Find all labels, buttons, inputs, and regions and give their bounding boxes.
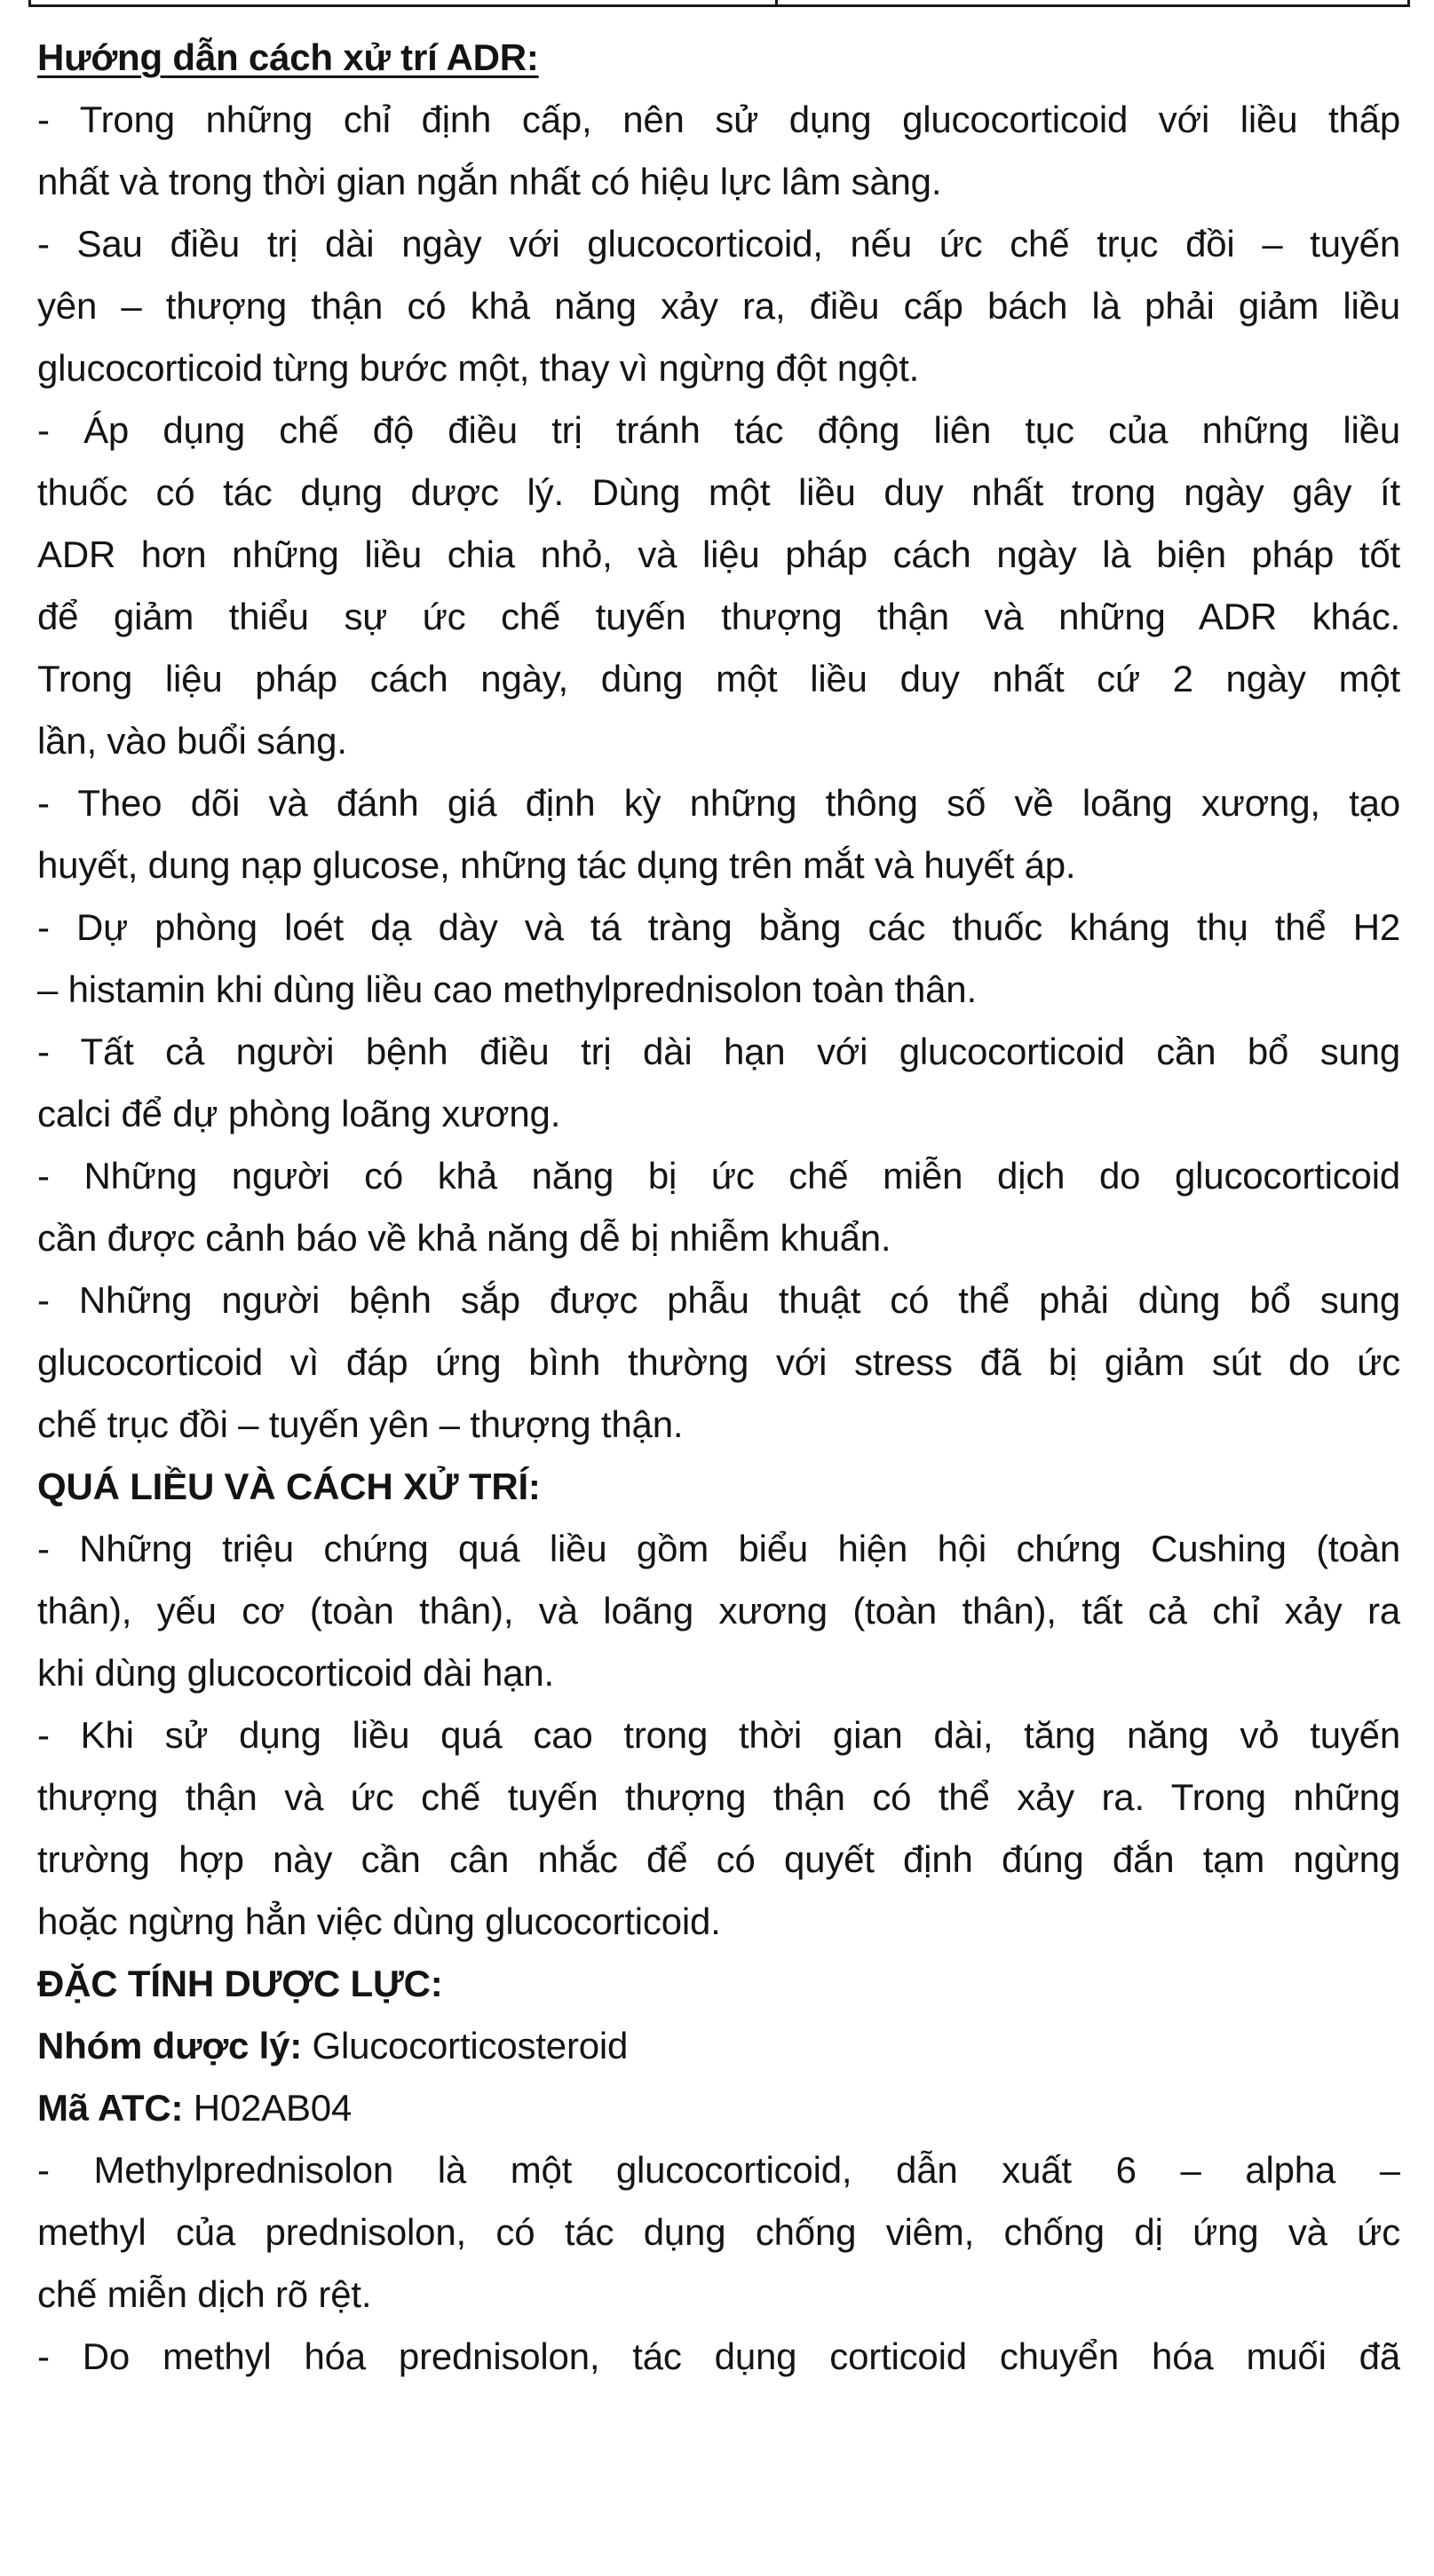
pharmacologic-group-label: Nhóm dược lý: [37,2025,303,2066]
text-line: - Áp dụng chế độ điều trị tránh tác động liên tục của những liều [37,409,1400,451]
atc-code-line [37,2077,1400,2139]
text-line: glucocorticoid vì đáp ứng bình thường với stress đã bị giảm sút do ức [37,1341,1400,1383]
text-line: - Những người có khả năng bị ức chế miễn dịch do glucocorticoid [37,1155,1400,1197]
atc-code-label: Mã ATC: [37,2087,184,2129]
text-line: huyết, dung nạp glucose, những tác dụng trên mắt và huyết áp. [37,844,1076,886]
adr-heading: Hướng dẫn cách xử trí ADR: [37,36,539,78]
text-line: lần, vào buổi sáng. [37,720,347,762]
pharmacodynamics-heading: ĐẶC TÍNH DƯỢC LỰC: [37,1963,443,2004]
text-line: - Do methyl hóa prednisolon, tác dụng corticoid chuyển hóa muối đã [37,2335,1400,2377]
text-line: chế miễn dịch rõ rệt. [37,2273,372,2315]
text-line: - Dự phòng loét dạ dày và tá tràng bằng các thuốc kháng thụ thể H2 [37,906,1400,948]
text-line: khi dùng glucocorticoid dài hạn. [37,1652,554,1694]
text-line: - Sau điều trị dài ngày với glucocorticoid, nếu ức chế trục đồi – tuyến [37,223,1400,265]
atc-code-value: H02AB04 [183,2087,353,2129]
text-line: hoặc ngừng hẳn việc dùng glucocorticoid. [37,1900,721,1942]
text-line: - Trong những chỉ định cấp, nên sử dụng glucocorticoid với liều thấp [37,99,1400,140]
pharmacologic-group-line [37,2015,1400,2077]
table-border-fragment [28,0,1410,7]
text-line: - Methylprednisolon là một glucocorticoid, dẫn xuất 6 – alpha – [37,2149,1400,2191]
text-line: methyl của prednisolon, có tác dụng chống viêm, chống dị ứng và ức [37,2211,1400,2253]
text-line: chế trục đồi – tuyến yên – thượng thận. [37,1403,684,1445]
text-line: - Theo dõi và đánh giá định kỳ những thông số về loãng xương, tạo [37,782,1400,824]
text-line: thượng thận và ức chế tuyến thượng thận có thể xảy ra. Trong những [37,1776,1400,1818]
overdose-heading: QUÁ LIỀU VÀ CÁCH XỬ TRÍ: [37,1466,541,1507]
text-line: cần được cảnh báo về khả năng dễ bị nhiễm khuẩn. [37,1217,891,1259]
text-line: - Những người bệnh sắp được phẫu thuật có thể phải dùng bổ sung [37,1279,1400,1321]
text-line: thuốc có tác dụng dược lý. Dùng một liều duy nhất trong ngày gây ít [37,471,1400,513]
text-line: Trong liệu pháp cách ngày, dùng một liều duy nhất cứ 2 ngày một [37,658,1400,699]
text-line: – histamin khi dùng liều cao methylprednisolon toàn thân. [37,968,977,1010]
text-line: - Những triệu chứng quá liều gồm biểu hiện hội chứng Cushing (toàn [37,1528,1400,1569]
text-line: để giảm thiểu sự ức chế tuyến thượng thận và những ADR khác. [37,596,1400,637]
text-line: trường hợp này cần cân nhắc để có quyết định đúng đắn tạm ngừng [37,1838,1400,1880]
pharmacologic-group-value: Glucocorticosteroid [302,2025,629,2066]
text-line: - Tất cả người bệnh điều trị dài hạn với glucocorticoid cần bổ sung [37,1031,1400,1072]
text-line: ADR hơn những liều chia nhỏ, và liệu pháp cách ngày là biện pháp tốt [37,533,1400,575]
text-line: yên – thượng thận có khả năng xảy ra, điều cấp bách là phải giảm liều [37,285,1400,327]
table-column-divider [775,0,778,4]
text-line: - Khi sử dụng liều quá cao trong thời gian dài, tăng năng vỏ tuyến [37,1714,1400,1756]
document-body [37,27,1400,2388]
text-line: nhất và trong thời gian ngắn nhất có hiệu lực lâm sàng. [37,161,942,202]
text-line: glucocorticoid từng bước một, thay vì ngừng đột ngột. [37,347,920,389]
text-line: calci để dự phòng loãng xương. [37,1093,561,1134]
text-line: thân), yếu cơ (toàn thân), và loãng xương (toàn thân), tất cả chỉ xảy ra [37,1590,1400,1632]
